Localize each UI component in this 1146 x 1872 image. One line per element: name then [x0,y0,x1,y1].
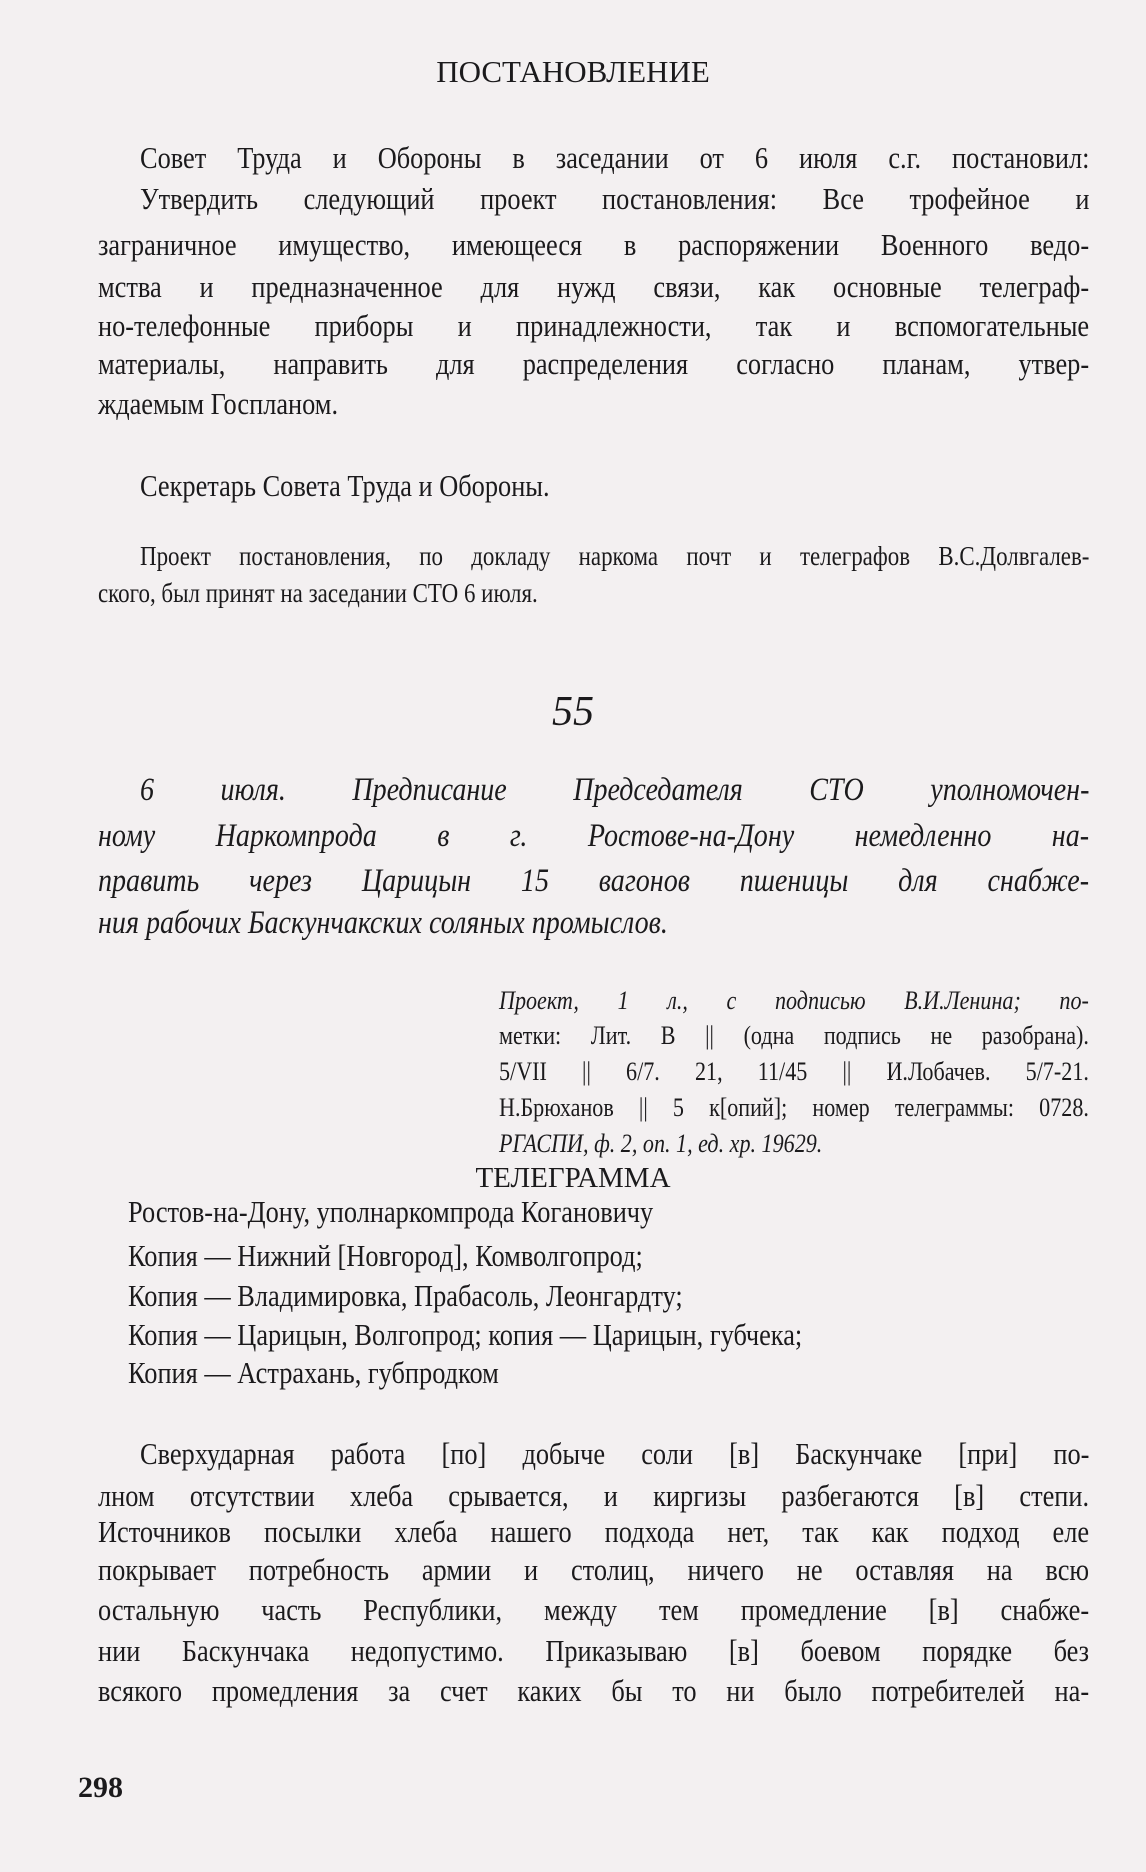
telegram-body-line: остальную часть Республики, между тем промедление [в] снабже- [98,1592,1090,1627]
resolution-footnote: ского, был принят на заседании СТО 6 июля. [98,578,538,608]
telegram-body-line: всякого промедления за счет каких бы то ни было потребителей на- [98,1673,1090,1708]
document-heading: ния рабочих Баскунчакских соляных промыслов. [98,905,668,941]
telegram-addressee: Копия — Владимировка, Прабасоль, Леонгардту; [128,1278,683,1313]
document-heading: править через Царицын 15 вагонов пшеницы для снабже- [98,863,1090,899]
archive-note: Проект, 1 л., с подписью В.И.Ленина; по- [499,986,1089,1015]
telegram-body-line: Источников посылки хлеба нашего подхода нет, так как подход еле [98,1514,1090,1549]
archive-note: метки: Лит. В || (одна подпись не разобрана). [499,1021,1089,1050]
telegram-body-line: Сверхударная работа [по] добыче соли [в] Баскунчаке [при] по- [140,1436,1090,1471]
resolution-line: мства и предназначенное для нужд связи, как основные телеграф- [98,269,1090,304]
resolution-line: но-телефонные приборы и принадлежности, так и вспомогательные [98,308,1090,343]
resolution-line: материалы, направить для распределения согласно планам, утвер- [98,346,1090,381]
telegram-title: ТЕЛЕГРАММА [475,1162,671,1194]
resolution-line: ждаемым Госпланом. [98,386,339,421]
archive-note: 5/VII || 6/7. 21, 11/45 || И.Лобачев. 5/7-21. [499,1057,1089,1086]
telegram-addressee: Копия — Царицын, Волгопрод; копия — Царицын, губчека; [128,1317,803,1352]
resolution-title: ПОСТАНОВЛЕНИЕ [436,54,710,89]
page-number: 298 [78,1771,123,1804]
resolution-signature: Секретарь Совета Труда и Обороны. [140,468,550,503]
telegram-body-line: нии Баскунчака недопустимо. Приказываю [в] боевом порядке без [98,1633,1090,1668]
document-heading: 6 июля. Предписание Председателя СТО уполномочен- [140,772,1090,808]
telegram-body-line: покрывает потребность армии и столиц, ничего не оставляя на всю [98,1552,1090,1587]
telegram-addressee: Копия — Нижний [Новгород], Комволгопрод; [128,1238,643,1273]
resolution-line: Утвердить следующий проект постановления: Все трофейное и [140,181,1090,216]
document-number: 55 [552,689,594,735]
archive-note: Н.Брюханов || 5 к[опий]; номер телеграммы: 0728. [499,1093,1089,1122]
archive-note: РГАСПИ, ф. 2, оп. 1, ед. хр. 19629. [499,1129,823,1158]
document-heading: ному Наркомпрода в г. Ростове-на-Дону немедленно на- [98,818,1090,854]
resolution-line: заграничное имущество, имеющееся в распоряжении Военного ведо- [98,227,1090,262]
telegram-addressee: Копия — Астрахань, губпродком [128,1355,499,1390]
telegram-body-line: лном отсутствии хлеба срывается, и киргизы разбегаются [в] степи. [98,1478,1090,1513]
telegram-addressee: Ростов-на-Дону, уполнаркомпрода Когановичу [128,1194,654,1229]
resolution-line: Совет Труда и Обороны в заседании от 6 июля с.г. постановил: [140,140,1090,175]
resolution-footnote: Проект постановления, по докладу наркома почт и телеграфов В.С.Долвгалев- [140,541,1090,571]
